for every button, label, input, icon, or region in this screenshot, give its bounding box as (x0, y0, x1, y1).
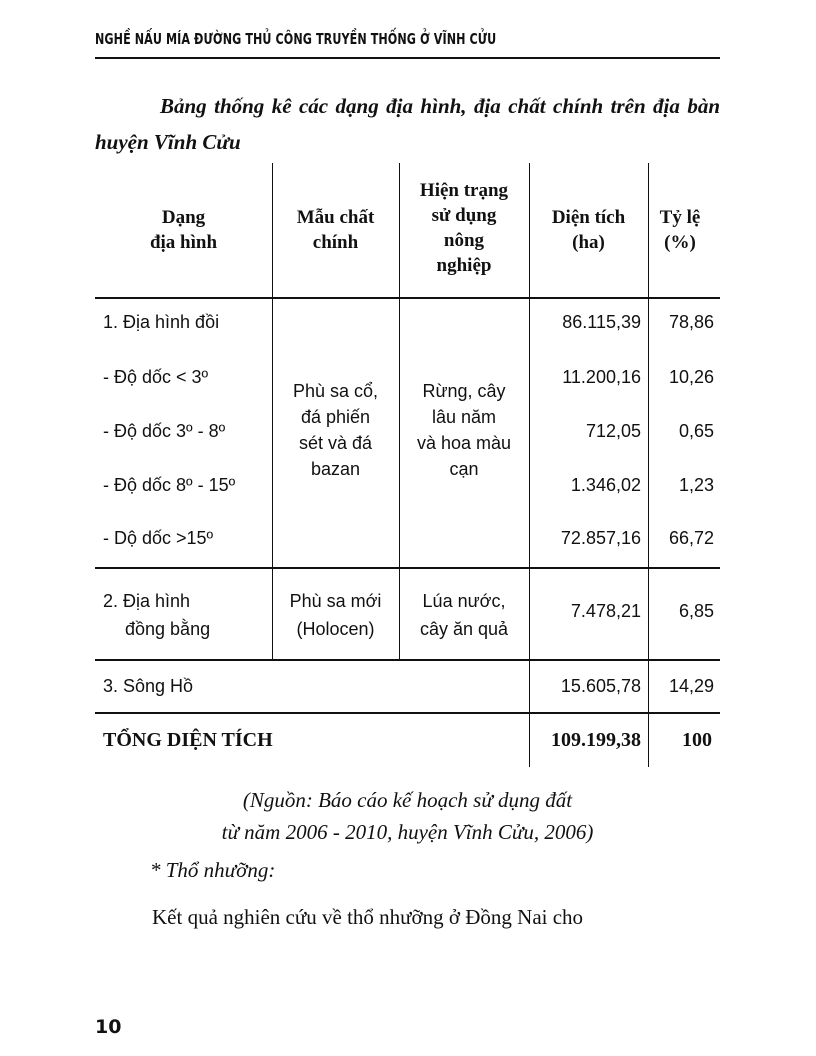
row-pct: 10,26 (668, 367, 714, 387)
row-label: 1. Địa hình đồi (103, 312, 220, 332)
group2-label: 2. Địa hình đồng bằng (103, 591, 211, 639)
row-area: 86.115,39 (562, 312, 641, 332)
body-paragraph: Kết quả nghiên cứu về thổ nhưỡng ở Đồng Nai cho (152, 905, 584, 929)
row-label: - Dộ dốc >15º (103, 528, 214, 548)
header-hien-trang: Hiện trạng sử dụng nông nghiệp (419, 180, 509, 276)
header-dang-dia-hinh: Dạng địa hình (149, 207, 218, 253)
total-label: TỔNG DIỆN TÍCH (103, 729, 273, 751)
row-area: 11.200,16 (562, 367, 641, 387)
table-divider (95, 659, 720, 661)
group3-area: 15.605,78 (560, 676, 641, 696)
group2-hien-trang: Lúa nước, cây ăn quả (419, 591, 509, 639)
row-pct: 1,23 (678, 475, 714, 495)
row-pct: 78,86 (668, 312, 714, 332)
group3-pct: 14,29 (668, 676, 714, 696)
row-label: - Độ dốc < 3º (103, 367, 209, 387)
header-dien-tich: Diện tích (ha) (551, 207, 626, 253)
row-pct: 66,72 (668, 528, 714, 548)
row-pct: 0,65 (678, 421, 714, 441)
section-heading: * Thổ nhưỡng: (150, 858, 276, 882)
total-area: 109.199,38 (551, 729, 641, 751)
row-label: - Độ dốc 3º - 8º (103, 421, 226, 441)
row-area: 1.346,02 (570, 475, 641, 495)
header-ty-le: Tỷ lệ (%) (659, 207, 701, 253)
table-divider (95, 297, 720, 299)
group2-mau-chat: Phù sa mới (Holocen) (289, 591, 382, 639)
row-label: - Độ dốc 8º - 15º (103, 475, 236, 495)
group3-label: 3. Sông Hồ (103, 676, 194, 696)
group1-hien-trang: Rừng, cây lâu năm và hoa màu cạn (416, 381, 512, 479)
group1-mau-chat: Phù sa cổ, đá phiến sét và đá bazan (292, 381, 379, 479)
table-caption: Bảng thống kê các dạng địa hình, địa chất chính trên địa bàn huyện Vĩnh Cửu (95, 94, 720, 154)
header-rule (95, 57, 720, 59)
total-pct: 100 (682, 729, 712, 751)
table-divider (95, 712, 720, 714)
table-divider (95, 567, 720, 569)
group2-area: 7.478,21 (570, 601, 641, 621)
page-number: 10 (95, 1016, 122, 1038)
running-title: NGHỀ NẤU MÍA ĐƯỜNG THỦ CÔNG TRUYỀN THỐNG Ở VĨNH CỬU (95, 30, 497, 48)
header-mau-chat: Mẫu chất chính (296, 207, 375, 253)
row-area: 712,05 (585, 421, 641, 441)
table-source: (Nguồn: Báo cáo kế hoạch sử dụng đất từ năm 2006 - 2010, huyện Vĩnh Cửu, 2006) (221, 788, 594, 844)
group2-pct: 6,85 (678, 601, 714, 621)
row-area: 72.857,16 (560, 528, 641, 548)
